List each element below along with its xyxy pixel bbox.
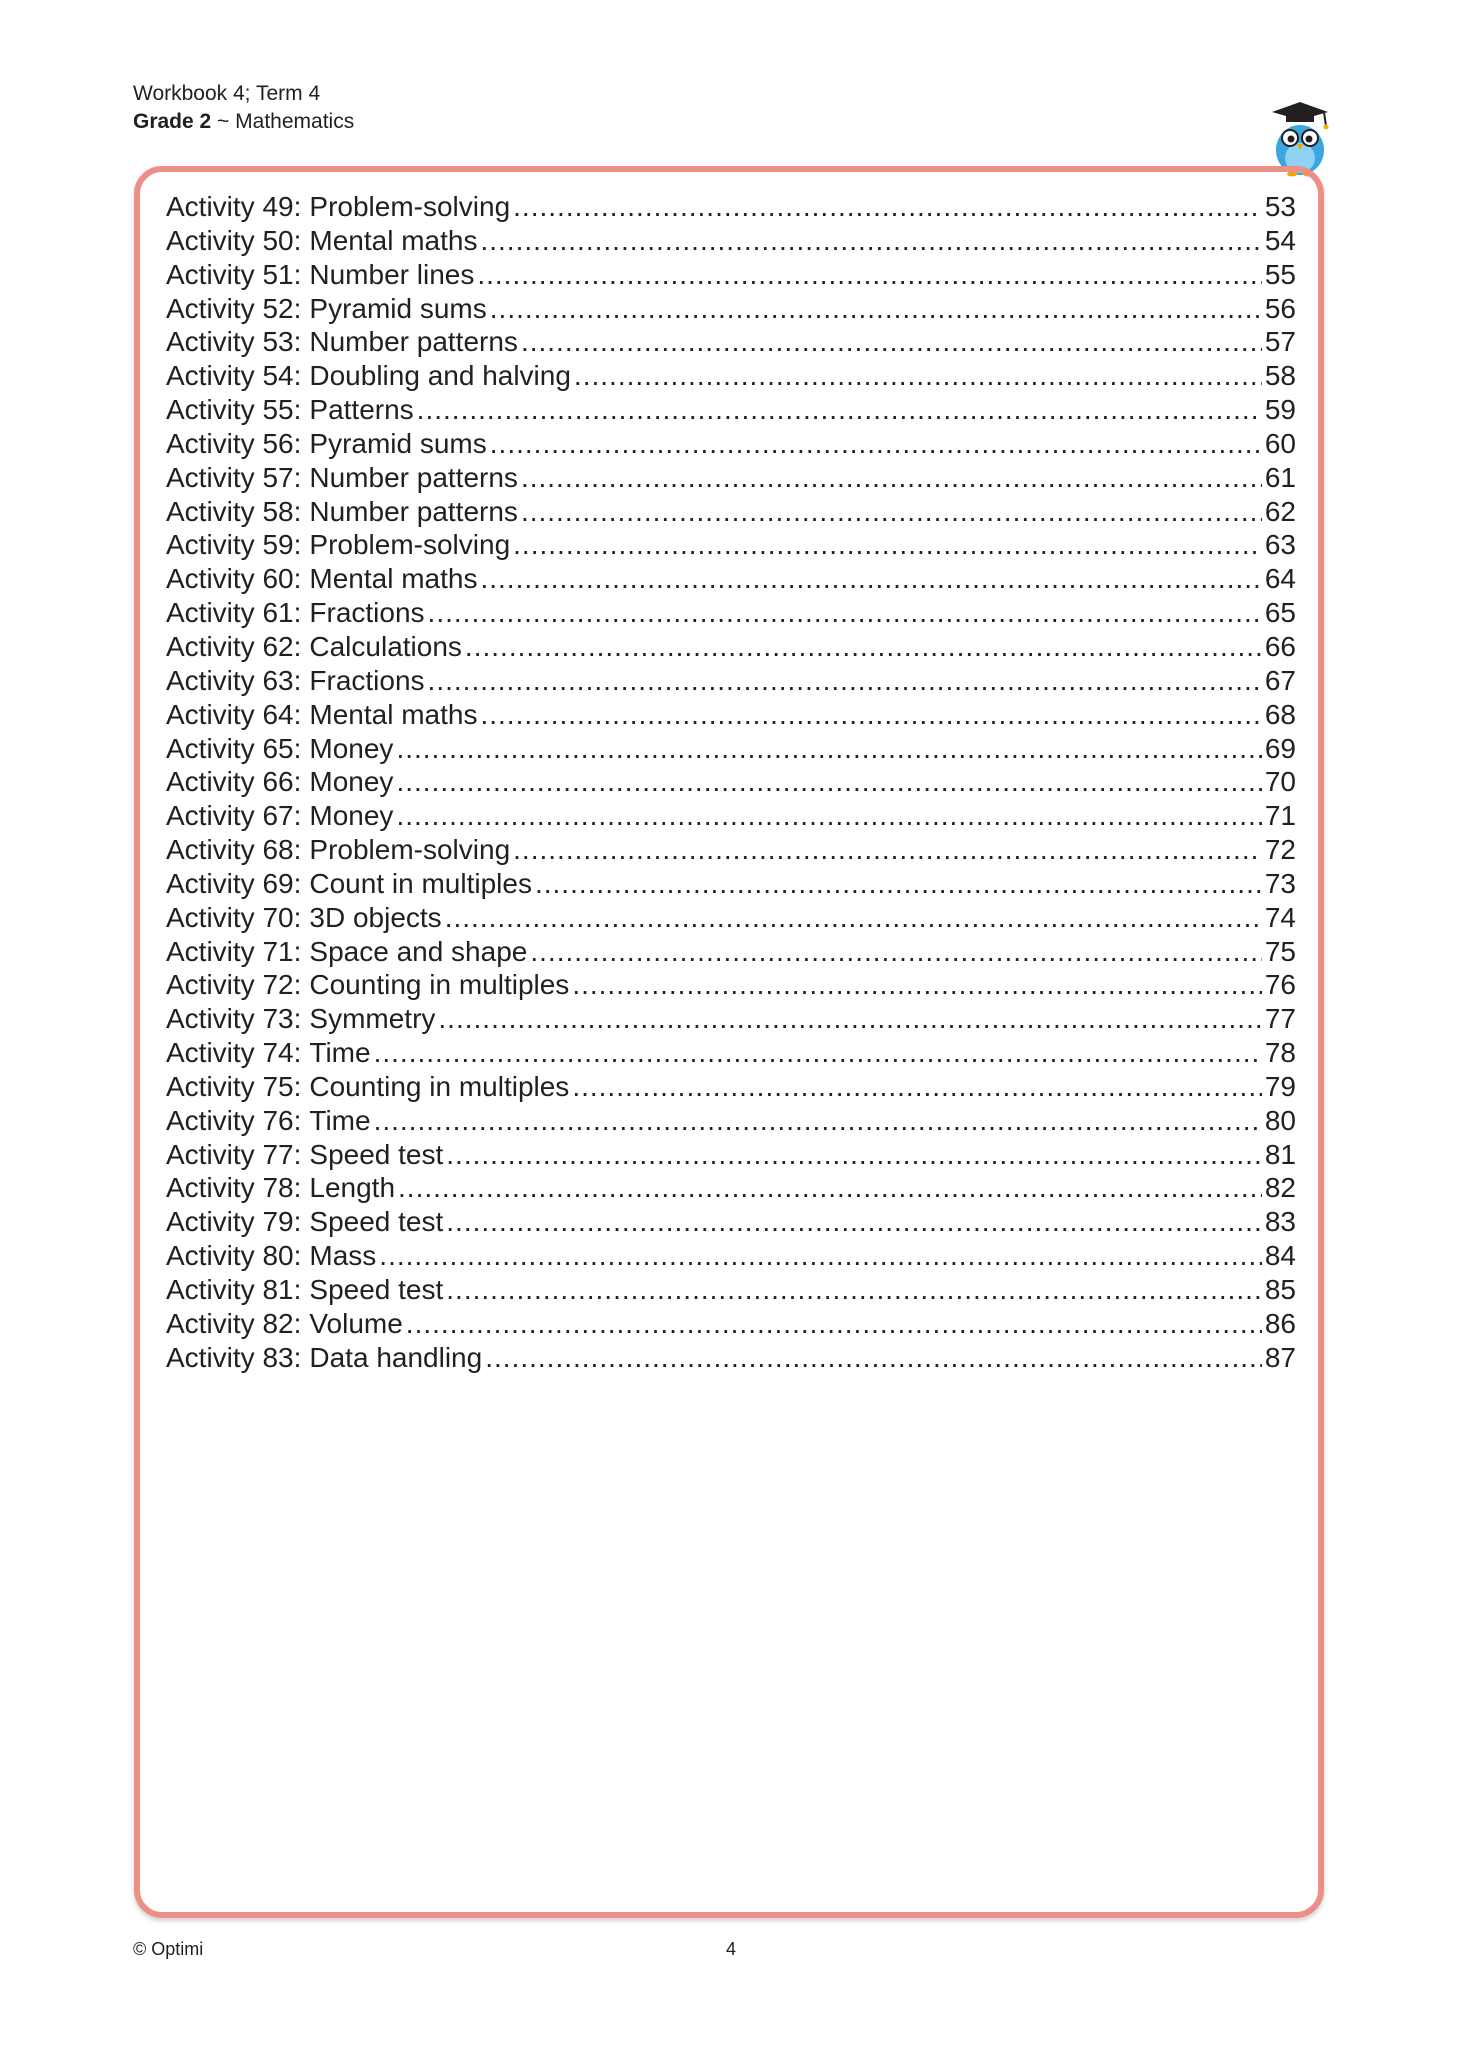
toc-entry-number: Activity 68: xyxy=(166,834,302,866)
toc-entry-title: Money xyxy=(309,732,394,764)
toc-dot-leader xyxy=(485,1341,1262,1375)
toc-entry-number: Activity 63: xyxy=(166,664,302,696)
toc-entry-number: Activity 75: xyxy=(166,1070,302,1102)
toc-entry-title: Mental maths xyxy=(309,224,478,256)
toc-dot-leader xyxy=(477,258,1262,292)
toc-entry-page: 84 xyxy=(1264,1240,1296,1272)
toc-entry-page: 65 xyxy=(1264,597,1296,629)
toc-dot-leader xyxy=(572,968,1262,1002)
toc-entry-number: Activity 50: xyxy=(166,224,302,256)
toc-dot-leader xyxy=(417,393,1262,427)
toc-entry xyxy=(166,765,1296,799)
toc-entry-number: Activity 73: xyxy=(166,1003,302,1035)
page-number: 4 xyxy=(726,1939,737,1959)
toc-dot-leader xyxy=(480,698,1261,732)
toc-entry-page: 80 xyxy=(1264,1104,1296,1136)
toc-entry-number: Activity 76: xyxy=(166,1104,302,1136)
toc-entry-number: Activity 69: xyxy=(166,867,302,899)
toc-dot-leader xyxy=(521,461,1262,495)
toc-entry-number: Activity 81: xyxy=(166,1274,302,1305)
toc-entry-number: Activity 65: xyxy=(166,732,302,764)
toc-dot-leader xyxy=(574,359,1262,393)
toc-entry xyxy=(166,1341,1296,1375)
grade-separator: ~ xyxy=(211,110,236,133)
toc-entry-title: Calculations xyxy=(309,630,462,662)
toc-entry-page: 79 xyxy=(1264,1070,1296,1102)
toc-entry-title: Problem-solving xyxy=(309,191,511,222)
toc-entry-page: 72 xyxy=(1264,834,1296,866)
toc-entry xyxy=(166,1070,1296,1104)
toc-entry xyxy=(166,325,1296,359)
toc-dot-leader xyxy=(521,325,1262,359)
toc-dot-leader xyxy=(446,1273,1262,1307)
toc-entry xyxy=(166,732,1296,766)
toc-entry-page: 83 xyxy=(1264,1206,1296,1238)
toc-entry-number: Activity 60: xyxy=(166,563,302,595)
toc-dot-leader xyxy=(379,1239,1262,1273)
toc-entry-page: 58 xyxy=(1264,360,1296,392)
toc-entry xyxy=(166,867,1296,901)
toc-entry-page: 87 xyxy=(1264,1341,1296,1373)
toc-entry-page: 73 xyxy=(1264,867,1296,899)
toc-entry xyxy=(166,664,1296,698)
toc-entry-number: Activity 74: xyxy=(166,1037,302,1069)
toc-dot-leader xyxy=(396,732,1261,766)
toc-entry xyxy=(166,393,1296,427)
toc-entry xyxy=(166,224,1296,258)
toc-entry-page: 75 xyxy=(1264,935,1296,967)
toc-entry-title: Space and shape xyxy=(309,935,528,967)
toc-entry-page: 81 xyxy=(1264,1138,1296,1170)
toc-dot-leader xyxy=(438,1002,1261,1036)
toc-dot-leader xyxy=(396,799,1261,833)
toc-dot-leader xyxy=(530,935,1261,969)
toc-entry-title: Number patterns xyxy=(309,495,518,527)
toc-entry xyxy=(166,359,1296,393)
toc-entry xyxy=(166,495,1296,529)
toc-dot-leader xyxy=(535,867,1262,901)
toc-entry xyxy=(166,799,1296,833)
toc-entry-number: Activity 78: xyxy=(166,1172,302,1204)
toc-entry-number: Activity 57: xyxy=(166,461,302,493)
toc-entry-number: Activity 72: xyxy=(166,969,302,1001)
toc-entry xyxy=(166,630,1296,664)
toc-entry xyxy=(166,528,1296,562)
toc-dot-leader xyxy=(428,664,1262,698)
toc-entry-title: Speed test xyxy=(309,1274,444,1305)
toc-entry xyxy=(166,1273,1296,1307)
toc-entry xyxy=(166,1205,1296,1239)
workbook-term: Workbook 4; Term 4 xyxy=(133,82,321,105)
toc-entry-page: 66 xyxy=(1264,630,1296,662)
toc-entry-title: Mental maths xyxy=(309,563,478,595)
toc-dot-leader xyxy=(446,1205,1262,1239)
toc-entry-title: Patterns xyxy=(309,394,414,426)
toc-dot-leader xyxy=(374,1104,1262,1138)
toc-dot-leader xyxy=(490,427,1262,461)
toc-entry-number: Activity 54: xyxy=(166,360,302,392)
subject-label: Mathematics xyxy=(235,110,355,133)
toc-dot-leader xyxy=(513,190,1262,224)
toc-entry-number: Activity 56: xyxy=(166,427,302,459)
toc-entry xyxy=(166,1036,1296,1070)
toc-entry-number: Activity 77: xyxy=(166,1138,302,1170)
toc-entry-number: Activity 79: xyxy=(166,1206,302,1238)
toc-entry-page: 67 xyxy=(1264,664,1296,696)
toc-dot-leader xyxy=(396,765,1261,799)
toc-entry-page: 60 xyxy=(1264,427,1296,459)
toc-entry xyxy=(166,461,1296,495)
toc-entry-number: Activity 70: xyxy=(166,901,302,933)
toc-entry-title: Money xyxy=(309,800,394,832)
toc-entry-page: 61 xyxy=(1264,461,1296,493)
toc-entry-number: Activity 52: xyxy=(166,292,302,324)
toc-dot-leader xyxy=(480,562,1261,596)
toc-entry-page: 68 xyxy=(1264,698,1296,730)
toc-entry xyxy=(166,1171,1296,1205)
toc-entry-page: 53 xyxy=(1264,191,1296,222)
toc-entry-page: 64 xyxy=(1264,563,1296,595)
toc-entry xyxy=(166,935,1296,969)
page-header xyxy=(133,80,354,136)
toc-entry xyxy=(166,292,1296,326)
toc-entry-number: Activity 53: xyxy=(166,326,302,358)
toc-dot-leader xyxy=(465,630,1262,664)
toc-entry-page: 70 xyxy=(1264,766,1296,798)
toc-entry-page: 76 xyxy=(1264,969,1296,1001)
toc-dot-leader xyxy=(398,1171,1262,1205)
toc-entry-title: Fractions xyxy=(309,664,425,696)
toc-dot-leader xyxy=(428,596,1262,630)
toc-entry-page: 74 xyxy=(1264,901,1296,933)
toc-entry-title: Number patterns xyxy=(309,461,518,493)
toc-entry-number: Activity 61: xyxy=(166,597,302,629)
toc-entry xyxy=(166,1002,1296,1036)
toc-entry-page: 57 xyxy=(1264,326,1296,358)
toc-entry-title: Volume xyxy=(309,1307,403,1339)
toc-entry-title: Speed test xyxy=(309,1206,444,1238)
toc-entry-title: Pyramid sums xyxy=(309,292,487,324)
toc-entry-page: 54 xyxy=(1264,224,1296,256)
toc-entry-title: Problem-solving xyxy=(309,529,511,561)
toc-entry-title: Number lines xyxy=(309,258,475,290)
toc-dot-leader xyxy=(445,901,1262,935)
toc-entry xyxy=(166,1138,1296,1172)
toc-entry-page: 56 xyxy=(1264,292,1296,324)
toc-entry-number: Activity 83: xyxy=(166,1341,302,1373)
toc-entry-title: Pyramid sums xyxy=(309,427,487,459)
toc-entry-number: Activity 67: xyxy=(166,800,302,832)
toc-entry-page: 62 xyxy=(1264,495,1296,527)
toc-entry xyxy=(166,427,1296,461)
toc-entry-number: Activity 66: xyxy=(166,766,302,798)
toc-entry-title: Number patterns xyxy=(309,326,518,358)
toc-entry xyxy=(166,562,1296,596)
toc-entry-number: Activity 59: xyxy=(166,529,302,561)
toc-dot-leader xyxy=(446,1138,1262,1172)
toc-entry-page: 78 xyxy=(1264,1037,1296,1069)
toc-entry-title: Doubling and halving xyxy=(309,360,571,392)
toc-entry xyxy=(166,1104,1296,1138)
toc-entry-number: Activity 64: xyxy=(166,698,302,730)
toc-entry-page: 55 xyxy=(1264,258,1296,290)
toc-entry-title: Time xyxy=(309,1037,371,1069)
toc-entry-title: Counting in multiples xyxy=(309,969,570,1001)
toc-entry-title: Time xyxy=(309,1104,371,1136)
toc-dot-leader xyxy=(480,224,1261,258)
toc-entry xyxy=(166,833,1296,867)
toc-dot-leader xyxy=(513,833,1262,867)
toc-entry xyxy=(166,901,1296,935)
toc-entry-number: Activity 49: xyxy=(166,191,302,222)
grade-label: Grade 2 xyxy=(133,110,212,133)
toc-entry-page: 71 xyxy=(1264,800,1296,832)
toc-entry-title: Fractions xyxy=(309,597,425,629)
toc-entry xyxy=(166,968,1296,1002)
copyright: © Optimi xyxy=(133,1939,204,1959)
toc-entry-number: Activity 51: xyxy=(166,258,302,290)
toc-entry-number: Activity 82: xyxy=(166,1307,302,1339)
grade-subject xyxy=(133,108,354,136)
toc-entry-page: 69 xyxy=(1264,732,1296,764)
toc-dot-leader xyxy=(406,1307,1262,1341)
toc-entry-number: Activity 62: xyxy=(166,630,302,662)
toc-entry-title: Symmetry xyxy=(309,1003,436,1035)
toc-entry xyxy=(166,596,1296,630)
toc-entry-title: Mass xyxy=(309,1240,377,1272)
toc-entry xyxy=(166,190,1296,224)
toc-entry xyxy=(166,258,1296,292)
toc-entry-title: Speed test xyxy=(309,1138,444,1170)
toc-entry-title: Counting in multiples xyxy=(309,1070,570,1102)
toc-entry-title: 3D objects xyxy=(309,901,442,933)
toc-entry xyxy=(166,698,1296,732)
toc-dot-leader xyxy=(572,1070,1262,1104)
toc-entry-number: Activity 71: xyxy=(166,935,302,967)
toc-entry-title: Money xyxy=(309,766,394,798)
toc-entry-page: 86 xyxy=(1264,1307,1296,1339)
toc-dot-leader xyxy=(490,292,1262,326)
toc-entry-title: Count in multiples xyxy=(309,867,532,899)
toc-entry xyxy=(166,1307,1296,1341)
toc-entry-page: 85 xyxy=(1264,1274,1296,1305)
toc-entry-title: Mental maths xyxy=(309,698,478,730)
toc-entry-page: 63 xyxy=(1264,529,1296,561)
toc-entry-title: Length xyxy=(309,1172,396,1204)
toc-entry-title: Problem-solving xyxy=(309,834,511,866)
toc-entry-number: Activity 58: xyxy=(166,495,302,527)
toc-dot-leader xyxy=(374,1036,1262,1070)
toc-entry-page: 77 xyxy=(1264,1003,1296,1035)
toc-entry-page: 82 xyxy=(1264,1172,1296,1204)
toc-entry xyxy=(166,1239,1296,1273)
toc-entry-title: Data handling xyxy=(309,1341,483,1373)
toc-dot-leader xyxy=(513,528,1262,562)
table-of-contents xyxy=(166,190,1296,1375)
toc-entry-page: 59 xyxy=(1264,394,1296,426)
toc-dot-leader xyxy=(521,495,1262,529)
toc-entry-number: Activity 80: xyxy=(166,1240,302,1272)
toc-entry-number: Activity 55: xyxy=(166,394,302,426)
